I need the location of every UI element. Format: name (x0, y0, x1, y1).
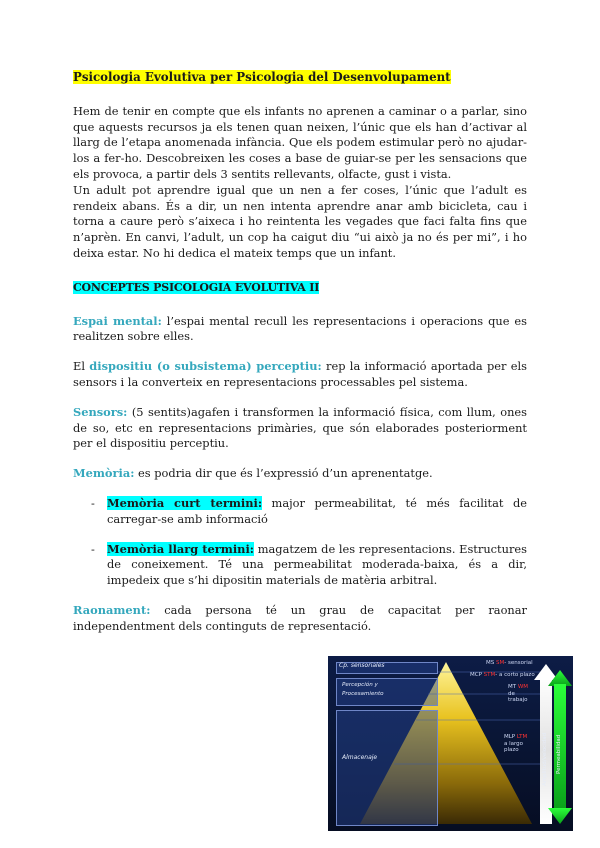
label-percepcion: Percepción y Procesamiento (342, 682, 384, 697)
label-cp-sensoriales: Cp. sensoriales (339, 662, 385, 669)
label-amplitud: Amplitud/velocidad (542, 732, 548, 786)
label-mt: MT WM de trabajo (508, 684, 529, 703)
memoria-text: es podria dir que és l’expressió d’un aprenentatge. (134, 466, 433, 481)
sensors-text: (5 sentits)agafen i transformen la informació física, com llum, ones de so, etc en representacions primàries, que són elaborades posteriorment per el dispositiu perceptiu. (73, 404, 527, 451)
memoria-curt-term: Memòria curt termini: (107, 495, 263, 510)
espai-mental-text: l’espai mental recull les representacions i operacions que es realitzen sobre elles. (73, 313, 527, 344)
list-dash: - (91, 495, 95, 510)
document-body (73, 70, 527, 635)
label-mcp: MCP STM- a corto plazo (470, 672, 535, 678)
espai-mental-paragraph (73, 314, 527, 346)
memoria-curt-text: major permeabilitat, té més facilitat de carregar-se amb informació (107, 495, 527, 526)
memoria-term: Memòria: (73, 466, 135, 481)
dispositiu-pre: El (73, 359, 90, 374)
list-dash: - (91, 541, 95, 556)
dispositiu-paragraph (73, 359, 527, 391)
raonament-term: Raonament: (73, 602, 151, 617)
label-ms: MS SM- sensorial (486, 660, 533, 666)
memoria-llarg-text: magatzem de les representacions. Estructures de coneixement. Té una permeabilitat moderada-baixa, és a dir, impedeix que s’hi dipositin materials de matèria arbitral. (107, 541, 527, 588)
list-item (73, 496, 527, 528)
label-mlp: MLP LTM a largo plazo (504, 734, 528, 753)
memory-pyramid-figure (328, 656, 573, 831)
section-heading: CONCEPTES PSICOLOGIA EVOLUTIVA II (73, 280, 320, 294)
label-almacenaje: Almacenaje (342, 754, 378, 761)
intro-paragraph-1: Hem de tenir en compte que els infants no aprenen a caminar o a parlar, sino que aquests recursos ja els tenen quan neixen, l’únic que els han d’activar al llarg de l’etapa anomenada infància. Que els podem estimular però no ajudar-los a fer-ho. Descobreixen les coses a base de guiar-se per les sensacions que els provoca, a partir dels 3 sentits rellevants, olfacte, gust i vista. (73, 103, 527, 181)
sensors-term: Sensors: (73, 404, 128, 419)
memoria-paragraph (73, 466, 527, 482)
raonament-paragraph (73, 603, 527, 635)
intro-paragraph-2: Un adult pot aprendre igual que un nen a fer coses, l’únic que l’adult es rendeix abans. És a dir, un nen intenta aprendre anar amb bicicleta, cau i torna a caure però s’aixeca i ho reintenta les vegades que faci falta fins que n’aprèn. En canvi, l’adult, un cop ha caigut diu “ui això ja no és per mi”, i ho deixa estar. No hi dedica el mateix temps que un infant. (73, 182, 527, 260)
dispositiu-text: rep la informació aportada per els sensors i la converteix en representacions processables pel sistema. (73, 359, 527, 389)
raonament-text: cada persona té un grau de capacitat per raonar independentment dels continguts de representació. (73, 602, 527, 633)
sensors-paragraph (73, 405, 527, 452)
document-title: Psicologia Evolutiva per Psicologia del Desenvolupament (73, 70, 451, 84)
band-storage (336, 710, 438, 826)
dispositiu-term: dispositiu (o subsistema) perceptiu: (89, 359, 322, 374)
espai-mental-term: Espai mental: (73, 313, 162, 328)
list-item (73, 542, 527, 589)
label-permeabilidad: Permeabilidad (556, 734, 562, 774)
memoria-llarg-term: Memòria llarg termini: (107, 541, 254, 556)
